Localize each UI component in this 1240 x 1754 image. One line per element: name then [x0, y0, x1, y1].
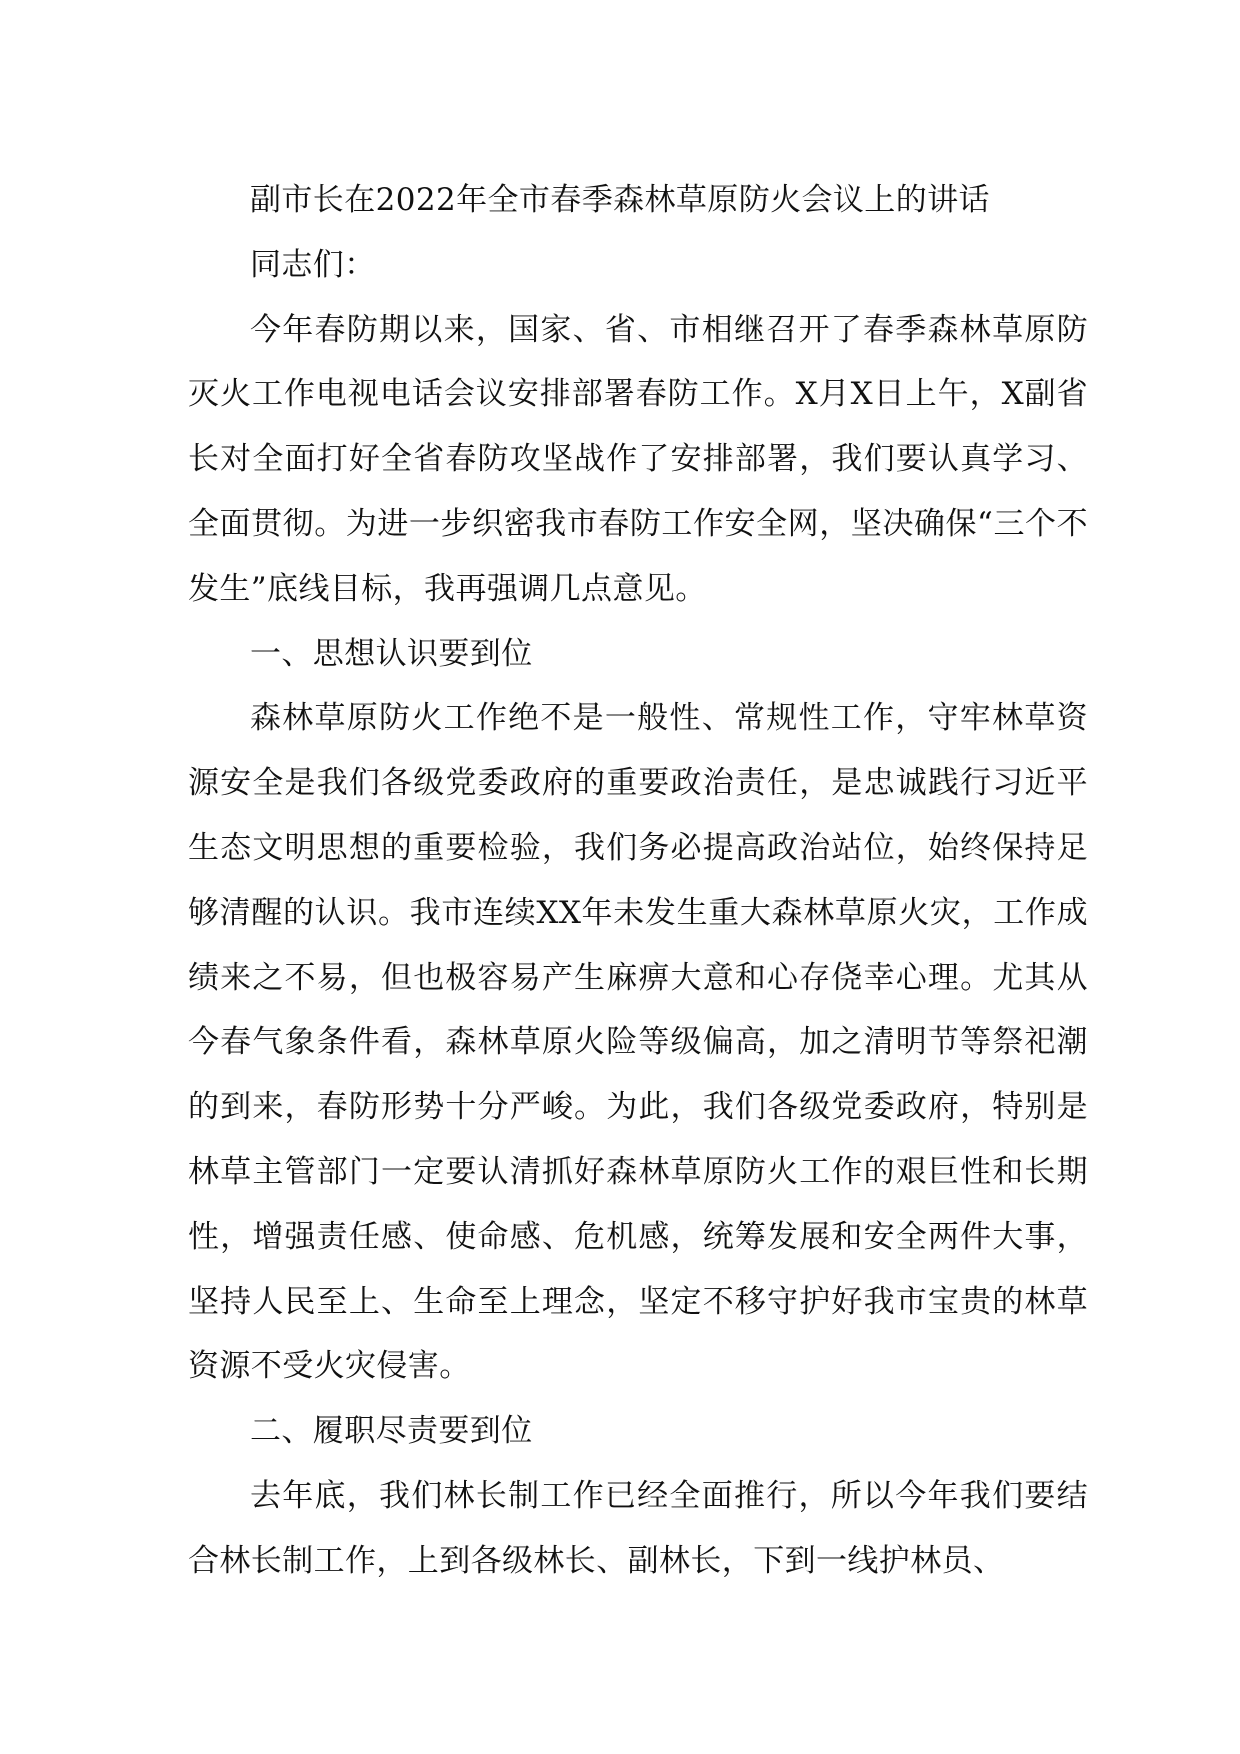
section-heading-2: 二、履职尽责要到位 — [250, 1413, 533, 1450]
document-body — [188, 168, 1088, 1594]
section-heading-1: 一、思想认识要到位 — [250, 635, 533, 672]
paragraph-section-1: 森林草原防火工作绝不是一般性、常规性工作，守牢林草资源安全是我们各级党委政府的重要政治责任，是忠诚践行习近平生态文明思想的重要检验，我们务必提高政治站位，始终保持足够清醒的认识。我市连续XX年未发生重大森林草原火灾，工作成绩来之不易，但也极容易产生麻痹大意和心存侥幸心理。尤其从今春气象条件看，森林草原火险等级偏高，加之清明节等祭祀潮的到来，春防形势十分严峻。为此，我们各级党委政府，特别是林草主管部门一定要认清抓好森林草原防火工作的艰巨性和长期性，增强责任感、使命感、危机感，统筹发展和安全两件大事，坚持人民至上、生命至上理念，坚定不移守护好我市宝贵的林草资源不受火灾侵害。 — [188, 700, 1088, 1385]
paragraph-section-2: 去年底，我们林长制工作已经全面推行，所以今年我们要结合林长制工作，上到各级林长、副林长，下到一线护林员、 — [188, 1477, 1088, 1579]
speech-title: 副市长在2022年全市春季森林草原防火会议上的讲话 — [250, 182, 990, 218]
paragraph-intro: 今年春防期以来，国家、省、市相继召开了春季森林草原防灭火工作电视电话会议安排部署春防工作。X月X日上午，X副省长对全面打好全省春防攻坚战作了安排部署，我们要认真学习、全面贯彻。为进一步织密我市春防工作安全网，坚决确保“三个不发生”底线目标，我再强调几点意见。 — [188, 311, 1088, 607]
salutation: 同志们： — [250, 246, 376, 283]
